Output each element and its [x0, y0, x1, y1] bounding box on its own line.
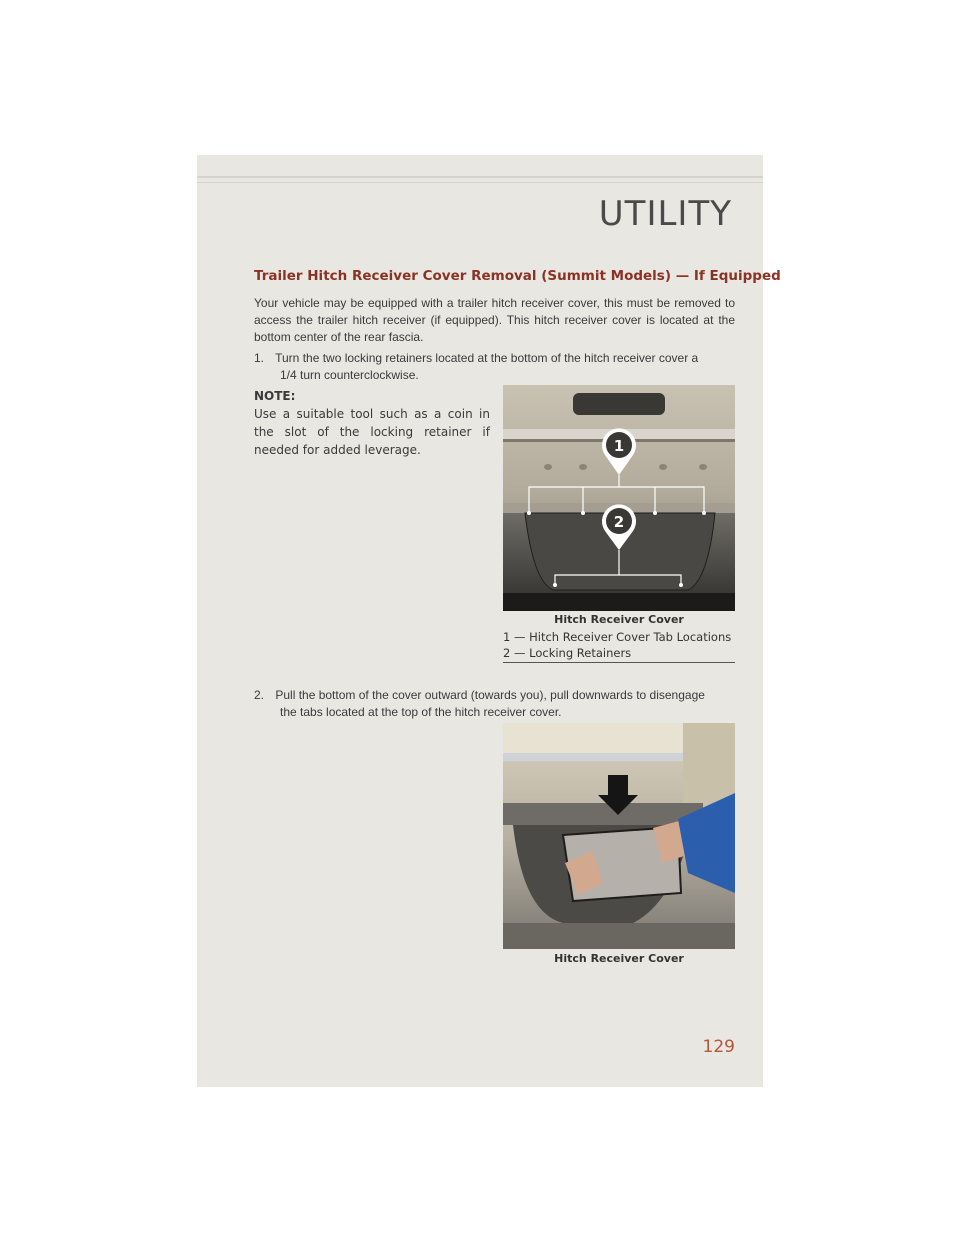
hitch-cover-photo-callouts [503, 385, 735, 611]
figure-2-caption: Hitch Receiver Cover [554, 952, 684, 965]
step-2 [254, 687, 735, 721]
top-rule-thin [197, 182, 763, 183]
callout-2-label: 2 [613, 513, 625, 531]
legend-item-1: 1 — Hitch Receiver Cover Tab Locations [503, 630, 732, 644]
page-number: 129 [702, 1037, 735, 1057]
intro-paragraph: Your vehicle may be equipped with a trailer hitch receiver cover, this must be removed to access the trailer hitch receiver (if equipped). This hitch receiver cover is located at the bottom center of the rear fascia. [254, 296, 735, 344]
step-text-continued: the tabs located at the top of the hitch receiver cover. [280, 705, 562, 719]
legend-rule [503, 662, 735, 663]
figure-1-legend [503, 629, 731, 661]
section-heading: Trailer Hitch Receiver Cover Removal (Summit Models) — If Equipped [254, 268, 781, 284]
step-number: 2. [254, 688, 265, 702]
step-1 [254, 350, 735, 384]
figure-1-caption: Hitch Receiver Cover [554, 613, 684, 626]
step-text-continued: 1/4 turn counterclockwise. [280, 368, 419, 382]
top-rule [197, 176, 763, 178]
section-title: UTILITY [598, 194, 732, 234]
callout-1-label: 1 [613, 437, 625, 455]
step-number: 1. [254, 351, 265, 365]
note-text: Use a suitable tool such as a coin in the slot of the locking retainer if needed for added leverage. [254, 407, 490, 457]
manual-page [197, 155, 781, 1087]
legend-item-2: 2 — Locking Retainers [503, 646, 632, 660]
step-text: Turn the two locking retainers located at the bottom of the hitch receiver cover a [275, 351, 699, 365]
step-text: Pull the bottom of the cover outward (towards you), pull downwards to disengage [275, 688, 705, 702]
hitch-cover-removal-photo [503, 723, 735, 949]
note-label: NOTE: [254, 389, 296, 403]
